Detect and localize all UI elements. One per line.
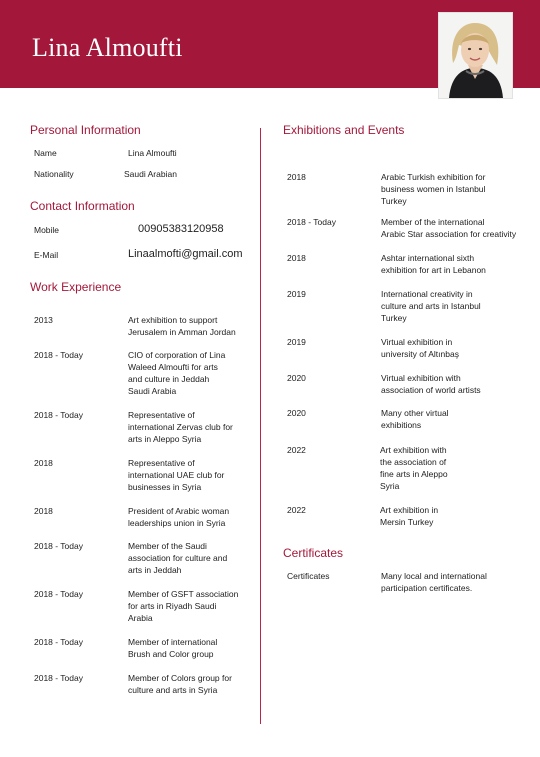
exhibition-desc-line: Turkey [381,313,407,323]
work-desc-line: and culture in Jeddah [128,374,210,384]
work-desc-line: Member of GSFT association [128,589,239,599]
exhibition-desc-line: Mersin Turkey [380,517,434,527]
candidate-name: Lina Almoufti [32,33,183,62]
exhibition-desc-line: exhibition for art in Lebanon [381,265,486,275]
exhibition-date: 2022 [287,445,306,455]
exhibition-desc-line: culture and arts in Istanbul [381,301,481,311]
work-desc-line: Representative of [128,410,195,420]
work-date: 2018 - Today [34,637,83,647]
exhibition-date: 2022 [287,505,306,515]
exhibition-date: 2019 [287,289,306,299]
exhibition-desc-line: Virtual exhibition with [381,373,461,383]
email-label: E-Mail [34,250,59,260]
contact-information-heading: Contact Information [30,199,135,213]
exhibition-date: 2018 - Today [287,217,336,227]
work-desc-line: Representative of [128,458,195,468]
certificates-desc-line: Many local and international [381,571,487,581]
mobile-label: Mobile [34,225,60,235]
work-date: 2018 - Today [34,589,83,599]
work-desc-line: Member of international [128,637,218,647]
work-date: 2018 - Today [34,541,83,551]
exhibition-desc-line: International creativity in [381,289,473,299]
column-divider [260,128,261,724]
work-desc-line: CIO of corporation of Lina [128,350,226,360]
exhibition-date: 2018 [287,253,306,263]
exhibitions-events-heading: Exhibitions and Events [283,123,405,137]
portrait-photo [438,12,513,99]
exhibition-desc-line: university of Altınbaş [381,349,459,359]
exhibition-desc-line: Syria [380,481,400,491]
exhibition-desc-line: Member of the international [381,217,485,227]
work-date: 2018 [34,506,53,516]
email-value: Linaalmofti@gmail.com [128,248,243,260]
work-desc-line: Brush and Color group [128,649,214,659]
name-value: Lina Almoufti [128,148,177,158]
exhibition-desc-line: Arabic Turkish exhibition for [381,172,486,182]
exhibition-desc-line: exhibitions [381,420,422,430]
work-date: 2018 [34,458,53,468]
name-label: Name [34,148,57,158]
work-desc-line: Saudi Arabia [128,386,177,396]
work-date: 2018 - Today [34,673,83,683]
work-desc-line: culture and arts in Syria [128,685,218,695]
work-desc-line: for arts in Riyadh Saudi [128,601,217,611]
exhibition-date: 2018 [287,172,306,182]
exhibition-desc-line: Virtual exhibition in [381,337,453,347]
work-desc-line: association for culture and [128,553,228,563]
nationality-label: Nationality [34,169,74,179]
work-desc-line: arts in Aleppo Syria [128,434,202,444]
work-desc-line: international UAE club for [128,470,225,480]
work-desc-line: Member of the Saudi [128,541,207,551]
certificates-desc-line: participation certificates. [381,583,473,593]
exhibition-desc-line: Art exhibition in [380,505,439,515]
work-desc-line: arts in Jeddah [128,565,182,575]
work-desc-line: Arabia [128,613,153,623]
work-desc-line: international Zervas club for [128,422,233,432]
exhibition-desc-line: the association of [380,457,447,467]
exhibition-desc-line: Art exhibition with [380,445,447,455]
nationality-value: Saudi Arabian [124,169,177,179]
work-desc-line: Art exhibition to support [128,315,218,325]
work-desc-line: President of Arabic woman [128,506,230,516]
exhibition-desc-line: fine arts in Aleppo [380,469,448,479]
work-desc-line: Waleed Almoufti for arts [128,362,218,372]
portrait-icon [439,13,512,98]
mobile-value: 00905383120958 [138,223,224,235]
work-desc-line: businesses in Syria [128,482,202,492]
header-banner [0,0,540,88]
exhibition-desc-line: Many other virtual [381,408,449,418]
work-desc-line: Jerusalem in Amman Jordan [128,327,236,337]
exhibition-desc-line: business women in Istanbul [381,184,486,194]
work-date: 2018 - Today [34,410,83,420]
exhibition-desc-line: Ashtar international sixth [381,253,475,263]
work-desc-line: leaderships union in Syria [128,518,226,528]
certificates-heading: Certificates [283,546,344,560]
work-date: 2013 [34,315,53,325]
exhibition-date: 2020 [287,373,306,383]
exhibition-desc-line: Arabic Star association for creativity [381,229,517,239]
personal-information-heading: Personal Information [30,123,141,137]
exhibition-date: 2020 [287,408,306,418]
exhibition-date: 2019 [287,337,306,347]
work-date: 2018 - Today [34,350,83,360]
work-desc-line: Member of Colors group for [128,673,232,683]
exhibition-desc-line: association of world artists [381,385,481,395]
exhibition-desc-line: Turkey [381,196,407,206]
certificates-label: Certificates [287,571,330,581]
work-experience-heading: Work Experience [30,280,122,294]
